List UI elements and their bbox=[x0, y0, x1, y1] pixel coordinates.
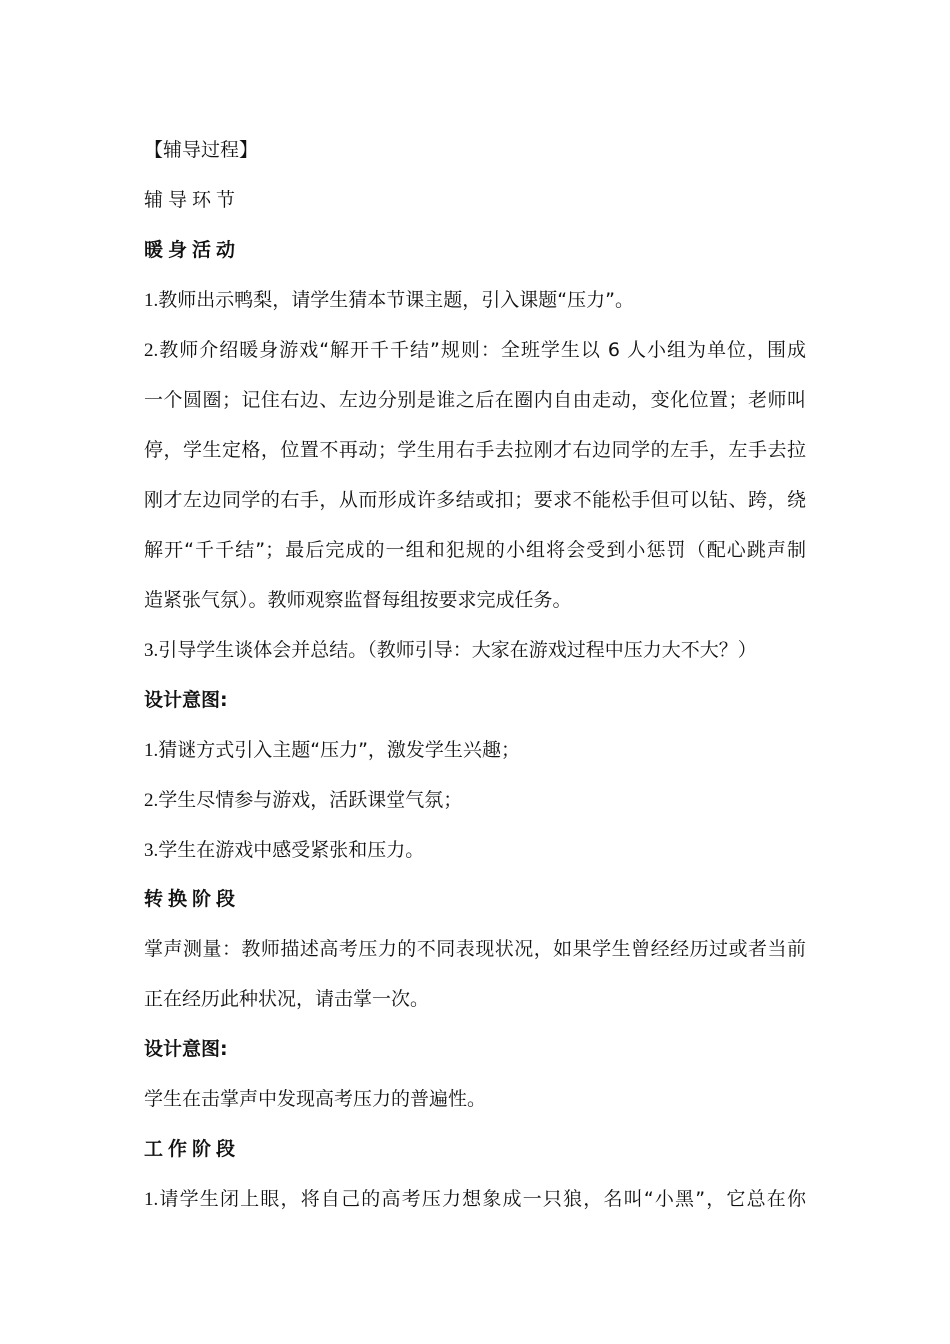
transition-line-1: 掌声测量：教师描述高考压力的不同表现状况，如果学生曾经经历过或者当前 bbox=[144, 938, 806, 960]
list-number: 3. bbox=[144, 640, 159, 661]
warmup-item-2-line-1 bbox=[144, 337, 806, 364]
transition-intent-label: 设计意图: bbox=[144, 1038, 228, 1060]
column-header: 辅导环节 bbox=[144, 189, 241, 211]
warmup-item-1 bbox=[144, 287, 824, 314]
work-heading: 工作阶段 bbox=[144, 1138, 241, 1160]
list-number: 1. bbox=[144, 290, 159, 311]
list-text: 教师出示鸭梨，请学生猜本节课主题，引入课题“压力”。 bbox=[158, 289, 634, 311]
transition-intent-text: 学生在击掌声中发现高考压力的普遍性。 bbox=[144, 1088, 487, 1110]
warmup-intent-3 bbox=[144, 837, 824, 864]
transition-heading: 转换阶段 bbox=[144, 888, 241, 910]
section-title: 【辅导过程】 bbox=[144, 139, 259, 161]
list-text: 学生在游戏中感受紧张和压力。 bbox=[158, 839, 425, 861]
list-text: 猜谜方式引入主题“压力”，激发学生兴趣； bbox=[158, 739, 520, 761]
warmup-item-3 bbox=[144, 637, 824, 664]
warmup-item-2-line-5: 解开“千千结”；最后完成的一组和犯规的小组将会受到小惩罚（配心跳声制 bbox=[144, 539, 806, 561]
warmup-item-2-line-6: 造紧张气氛）。教师观察监督每组按要求完成任务。 bbox=[144, 589, 572, 611]
list-text: 请学生闭上眼，将自己的高考压力想象成一只狼，名叫“小黑”，它总在你 bbox=[158, 1188, 806, 1210]
work-item-1 bbox=[144, 1186, 806, 1213]
list-number: 1. bbox=[144, 740, 159, 761]
list-number: 3. bbox=[144, 840, 159, 861]
list-number: 1. bbox=[144, 1189, 159, 1210]
warmup-item-2-line-4: 刚才左边同学的右手，从而形成许多结或扣；要求不能松手但可以钻、跨，绕 bbox=[144, 489, 806, 511]
warmup-intent-label: 设计意图: bbox=[144, 689, 228, 711]
list-text: 教师介绍暖身游戏“解开千千结”规则：全班学生以 6 人小组为单位，围成 bbox=[158, 339, 806, 361]
warmup-heading: 暖身活动 bbox=[144, 239, 241, 261]
warmup-intent-2 bbox=[144, 787, 824, 814]
list-text: 学生尽情参与游戏，活跃课堂气氛； bbox=[158, 789, 463, 811]
warmup-item-2-line-2: 一个圆圈；记住右边、左边分别是谁之后在圈内自由走动，变化位置；老师叫 bbox=[144, 389, 806, 411]
list-number: 2. bbox=[144, 340, 159, 361]
warmup-item-2-line-3: 停，学生定格，位置不再动；学生用右手去拉刚才右边同学的左手，左手去拉 bbox=[144, 439, 806, 461]
list-number: 2. bbox=[144, 790, 159, 811]
warmup-intent-1 bbox=[144, 737, 824, 764]
list-text: 引导学生谈体会并总结。（教师引导：大家在游戏过程中压力大不大？） bbox=[158, 639, 757, 661]
transition-line-2: 正在经历此种状况，请击掌一次。 bbox=[144, 988, 430, 1010]
